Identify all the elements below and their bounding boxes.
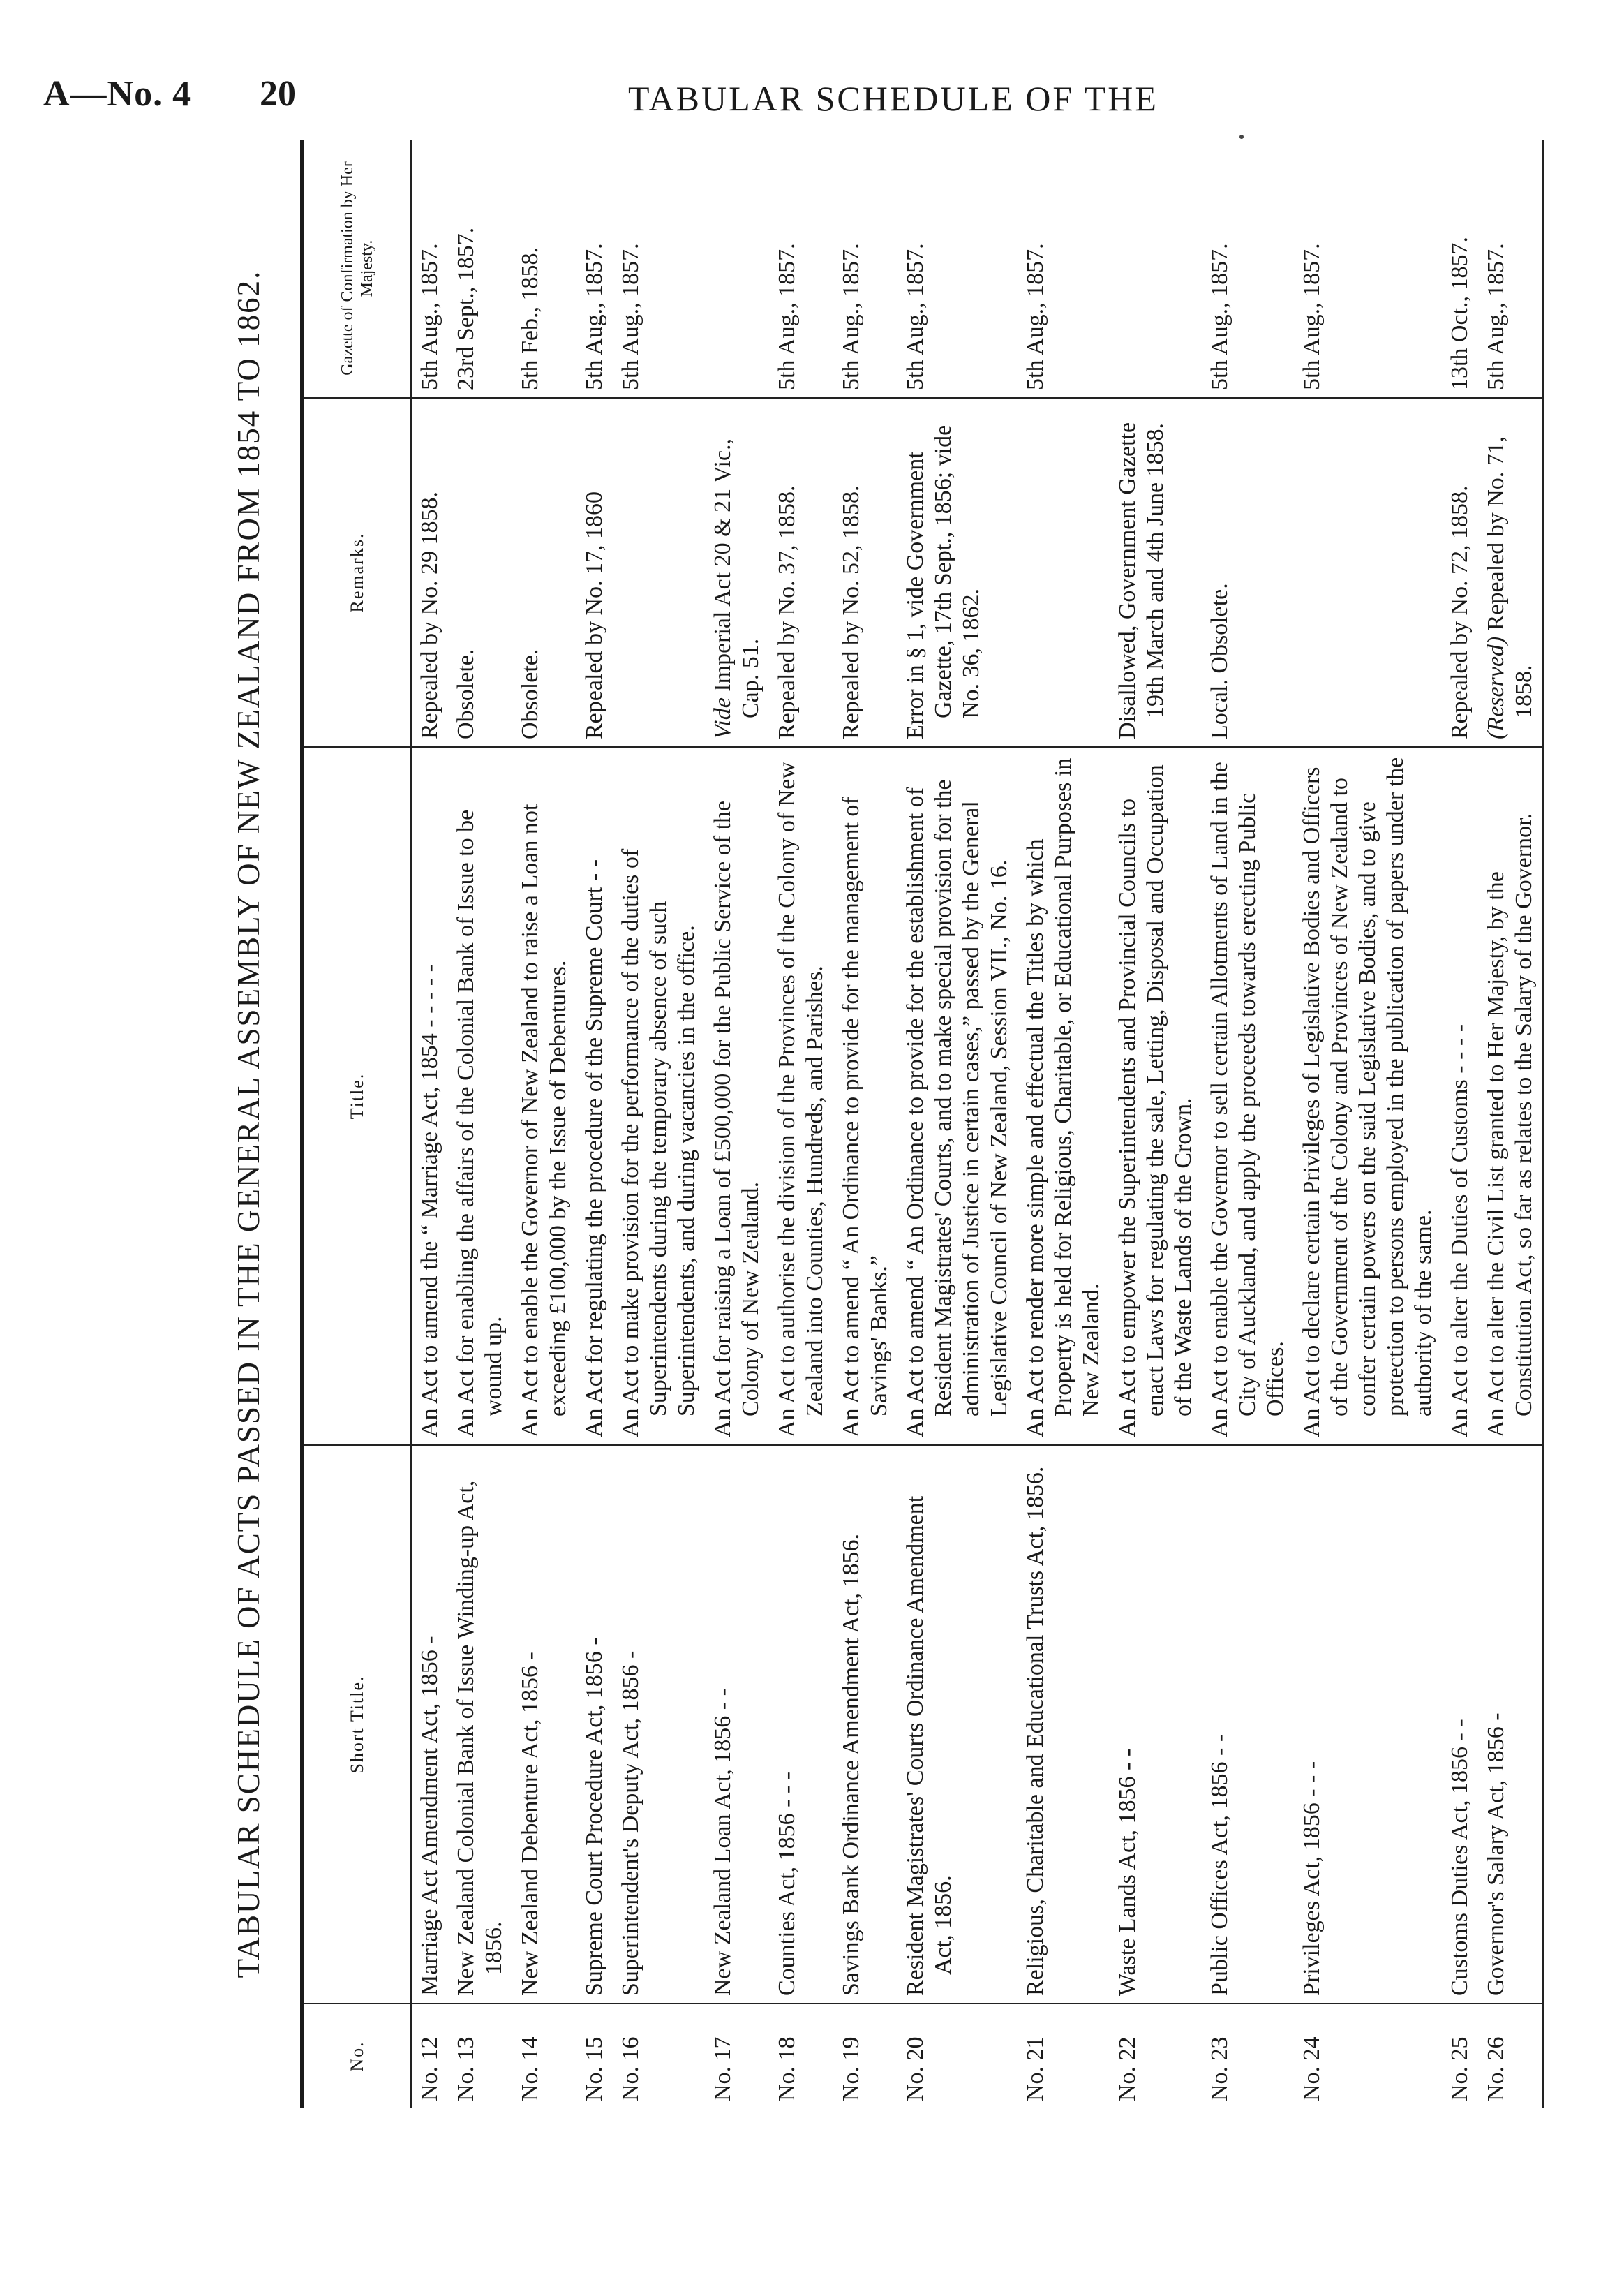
remarks-text: Imperial Act 20 & 21 Vic., Cap. 51. [710,438,763,718]
short-title-cell: Public Offices Act, 1856 - - [1202,1445,1294,2004]
act-number: No. 20 [902,2036,928,2101]
remarks-cell: Repealed by No. 29 1858. [411,398,448,747]
title-cell: An Act to declare certain Privileges of Legislative Bodies and Officers of the Government of the Colony and Provinces of New Zealand to confer certain powers on the said Legislative Bodies, and to give protection to persons employed in the publication of papers under the authority of the same. [1294,747,1442,1445]
title-cell: An Act to alter the Duties of Customs - - - - [1442,747,1478,1445]
short-title-cell: New Zealand Debenture Act, 1856 - [512,1445,576,2004]
document-reference: A—No. 4 [43,74,192,114]
title-cell: An Act to make provision for the performance of the duties of Superintendents during the temporary absence of such Superintendents, and during vacancies in the office. [613,747,705,1445]
gazette-cell: 5th Aug., 1857. [1478,140,1543,398]
act-number: No. 13 [453,2036,479,2101]
table-row [1294,140,1442,2108]
header-gazette: Gazette of Confirmation by Her Majesty. [302,140,411,398]
title-cell: An Act to enable the Governor of New Zealand to raise a Loan not exceeding £100,000 by the Issue of Debentures. [512,747,576,1445]
table-row [613,140,705,2108]
short-title-cell: Savings Bank Ordinance Amendment Act, 1856. [833,1445,897,2004]
table-row [769,140,833,2108]
remarks-cell [1018,398,1110,747]
remarks-cell [613,398,705,747]
page-number: 20 [260,74,296,114]
table-row [512,140,576,2108]
remarks-cell: Local. Obsolete. [1202,398,1294,747]
remarks-text: Repealed by No. 71, 1858. [1483,436,1537,718]
table-row [1442,140,1478,2108]
title-cell: An Act to amend “ An Ordinance to provide for the management of Savings' Banks.” [833,747,897,1445]
gazette-cell [1110,140,1202,398]
table-row [897,140,1018,2108]
table-row [576,140,613,2108]
remarks-cell: Repealed by No. 52, 1858. [833,398,897,747]
act-number: No. 15 [581,2036,607,2101]
gazette-cell: 5th Aug., 1857. [576,140,613,398]
gazette-cell: 5th Aug., 1857. [411,140,448,398]
remarks-cell: Repealed by No. 72, 1858. [1442,398,1478,747]
short-title-cell: Customs Duties Act, 1856 - - [1442,1445,1478,2004]
remarks-cell: Disallowed, Government Gazette 19th March and 4th June 1858. [1110,398,1202,747]
gazette-cell: 5th Feb., 1858. [512,140,576,398]
running-head [0,0,1624,140]
acts-table [300,140,1544,2108]
table-row [833,140,897,2108]
remarks-cell: Error in § 1, vide Government Gazette, 17th Sept., 1856; vide No. 36, 1862. [897,398,1018,747]
title-cell: An Act to amend “ An Ordinance to provide for the establishment of Resident Magistrates' Courts, and to make special provision for the administration of Justice in certain cases,” passed by the General Legislative Council of New Zealand, Session VII., No. 16. [897,747,1018,1445]
remarks-cell: Repealed by No. 37, 1858. [769,398,833,747]
short-title-cell: Superintendent's Deputy Act, 1856 - [613,1445,705,2004]
remarks-cell: Obsolete. [448,398,512,747]
act-number: No. 16 [618,2036,643,2101]
running-title: TABULAR SCHEDULE OF THE [628,79,1159,118]
title-cell: An Act to enable the Governor to sell certain Allotments of Land in the City of Auckland, and apply the proceeds towards erecting Public Offices. [1202,747,1294,1445]
gazette-cell: 13th Oct., 1857. [1442,140,1478,398]
short-title-cell: Counties Act, 1856 - - - [769,1445,833,2004]
gazette-cell: 5th Aug., 1857. [1202,140,1294,398]
title-cell: An Act to authorise the division of the Provinces of the Colony of New Zealand into Counties, Hundreds, and Parishes. [769,747,833,1445]
short-title-cell: Marriage Act Amendment Act, 1856 - [411,1445,448,2004]
remarks-cell [1478,398,1543,747]
header-title: Title. [302,747,411,1445]
table-row [705,140,769,2108]
print-speck [1239,135,1244,139]
gazette-cell: 23rd Sept., 1857. [448,140,512,398]
table-row [1110,140,1202,2108]
short-title-cell: New Zealand Loan Act, 1856 - - [705,1445,769,2004]
short-title-cell: Supreme Court Procedure Act, 1856 - [576,1445,613,2004]
remarks-cell [1294,398,1442,747]
act-number: No. 23 [1207,2036,1232,2101]
act-number: No. 24 [1299,2036,1325,2101]
gazette-cell: 5th Aug., 1857. [897,140,1018,398]
table-row [1478,140,1543,2108]
gazette-cell [705,140,769,398]
gazette-cell: 5th Aug., 1857. [769,140,833,398]
header-short-title: Short Title. [302,1445,411,2004]
title-cell: An Act for regulating the procedure of the Supreme Court - - [576,747,613,1445]
act-number: No. 21 [1022,2036,1048,2101]
short-title-cell: Resident Magistrates' Courts Ordinance Amendment Act, 1856. [897,1445,1018,2004]
gazette-cell: 5th Aug., 1857. [1018,140,1110,398]
gazette-cell: 5th Aug., 1857. [1294,140,1442,398]
act-number: No. 25 [1447,2036,1473,2101]
act-number: No. 26 [1483,2036,1509,2101]
remarks-italic: (Reserved) [1483,636,1509,739]
table-row [1018,140,1110,2108]
title-cell: An Act to render more simple and effectual the Titles by which Property is held for Religious, Charitable, or Educational Purposes in New Zealand. [1018,747,1110,1445]
remarks-cell: Obsolete. [512,398,576,747]
act-number: No. 22 [1115,2036,1140,2101]
remarks-cell [705,398,769,747]
table-row [411,140,448,2108]
table-row [1202,140,1294,2108]
header-row [302,140,411,2108]
gazette-cell: 5th Aug., 1857. [613,140,705,398]
table-caption: TABULAR SCHEDULE OF ACTS PASSED IN THE GENERAL ASSEMBLY OF NEW ZEALAND FROM 1854 TO 1862. [231,269,266,1978]
title-cell: An Act to empower the Superintendents and Provincial Councils to enact Laws for regulating the sale, Letting, Disposal and Occupation of the Waste Lands of the Crown. [1110,747,1202,1445]
remarks-italic: Vide [710,697,736,739]
title-cell: An Act to amend the “ Marriage Act, 1854 - - - - - [411,747,448,1445]
table-body [411,140,1543,2108]
short-title-cell: Governor's Salary Act, 1856 - [1478,1445,1543,2004]
title-cell: An Act for enabling the affairs of the Colonial Bank of Issue to be wound up. [448,747,512,1445]
rotated-schedule [230,140,1537,2108]
act-number: No. 18 [774,2036,800,2101]
short-title-cell: Waste Lands Act, 1856 - - [1110,1445,1202,2004]
header-no: No. [302,2004,411,2108]
short-title-cell: Religious, Charitable and Educational Trusts Act, 1856. [1018,1445,1110,2004]
table-row [448,140,512,2108]
remarks-cell: Repealed by No. 17, 1860 [576,398,613,747]
title-cell: An Act for raising a Loan of £500,000 for the Public Service of the Colony of New Zealand. [705,747,769,1445]
act-number: No. 12 [417,2036,442,2101]
act-number: No. 14 [517,2036,543,2101]
gazette-cell: 5th Aug., 1857. [833,140,897,398]
title-cell: An Act to alter the Civil List granted to Her Majesty, by the Constitution Act, so far as relates to the Salary of the Governor. [1478,747,1543,1445]
act-number: No. 19 [838,2036,864,2101]
act-number: No. 17 [710,2036,736,2101]
short-title-cell: New Zealand Colonial Bank of Issue Winding-up Act, 1856. [448,1445,512,2004]
short-title-cell: Privileges Act, 1856 - - - [1294,1445,1442,2004]
header-remarks: Remarks. [302,398,411,747]
